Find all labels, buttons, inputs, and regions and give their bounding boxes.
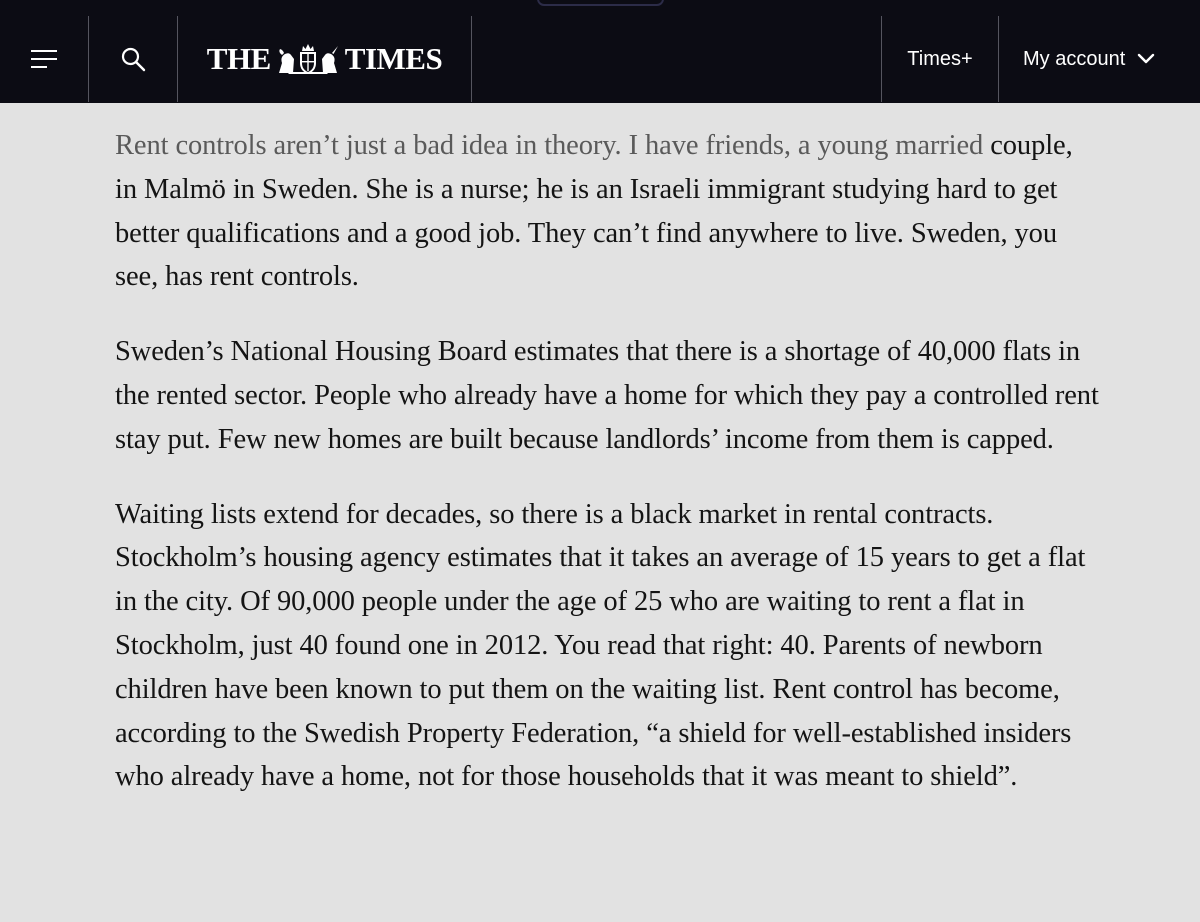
top-navigation-bar <box>0 0 1200 103</box>
menu-button[interactable] <box>0 16 88 102</box>
browser-tab-indicator <box>537 0 664 6</box>
royal-crest-icon <box>276 43 340 75</box>
search-button[interactable] <box>89 16 177 102</box>
article-paragraph: Sweden’s National Housing Board estimates that there is a shortage of 40,000 flats in the rented sector. People who already have a home for which they pay a controlled rent stay put. Few new homes are built because landlords’ income from them is capped. <box>115 336 1099 455</box>
article-paragraph <box>115 124 1100 299</box>
my-account-menu[interactable] <box>999 16 1200 102</box>
logo-text-the: THE <box>206 41 271 76</box>
article-body <box>115 124 1100 830</box>
hamburger-menu-icon <box>31 49 57 69</box>
logo-text-times: TIMES <box>344 41 443 76</box>
the-times-logo[interactable] <box>178 16 471 102</box>
chevron-down-icon <box>1137 53 1155 65</box>
times-plus-link[interactable]: Times+ <box>907 47 973 70</box>
paragraph-text: couple, in Malmö in Sweden. She is a nurse; he is an Israeli immigrant studying hard to get better qualifications and a good job. They can’t find anywhere to live. Sweden, you see, has rent controls. <box>115 130 1073 293</box>
nav-divider <box>471 16 472 102</box>
my-account-label: My account <box>1023 47 1126 70</box>
search-icon <box>120 46 146 72</box>
faded-line: Rent controls aren’t just a bad idea in theory. I have friends, a young married <box>115 130 984 161</box>
article-paragraph: Waiting lists extend for decades, so there is a black market in rental contracts. Stockholm’s housing agency estimates that it takes an average of 15 years to get a flat in the city. Of 90,000 people under the age of 25 who are waiting to rent a flat in Stockholm, just 40 found one in 2012. You read that right: 40. Parents of newborn children have been known to put them on the waiting list. Rent control has become, according to the Swedish Property Federation, “a shield for well-established insiders who already have a home, not for those households that it was meant to shield”. <box>115 498 1086 793</box>
